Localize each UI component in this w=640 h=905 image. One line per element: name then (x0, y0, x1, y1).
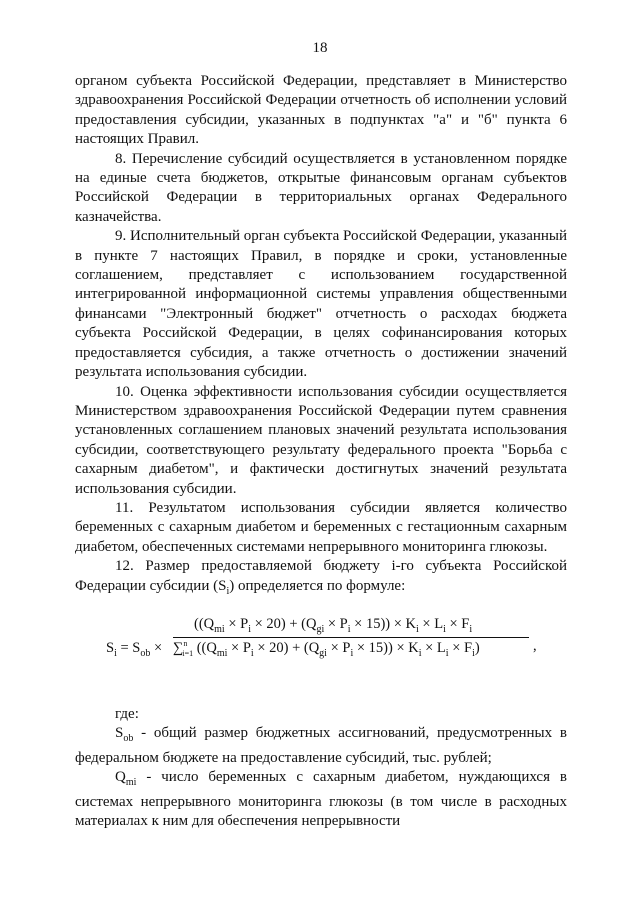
formula-lhs: $S_i = S_{ob}$ × (106, 639, 163, 659)
subsidy-formula (75, 607, 567, 689)
paragraph-8: 8. Перечисление субсидий осуществляется в установленном порядке на единые счета бюджетов, открытые финансовым органам субъектов Российской Федерации в территориальных органах Федерального казначейства. (75, 150, 567, 225)
document-body (75, 72, 567, 831)
formula-numerator: $((Q_{mi} \times P_i \times 20) + (Q_{gi} \times P_i \times 15)) \times K_i \times L_i \times F_i$ (194, 615, 473, 635)
paragraph-continuation: органом субъекта Российской Федерации, представляет в Министерство здравоохранения Российской Федерации отчетность об исполнении условий предоставления субсидии, указанных в подпунктах "а" и "б" пункта 6 настоящих Правил. (75, 73, 567, 148)
formula-denominator: ∑$^n_{i=1}$ $((Q_{mi} \times P_i \times 20) + (Q_{gi} \times P_i \times 15)) \times K_i \times L_i \times F_i$) (173, 638, 480, 659)
page-number: 18 (312, 40, 328, 56)
where-label: где: (115, 705, 139, 722)
formula-comma: , (533, 637, 537, 654)
definition-sob: $S_{ob}$ - общий размер бюджетных ассигнований, предусмотренных в федеральном бюджете на предоставление субсидий, тыс. рублей; (75, 725, 567, 766)
paragraph-10: 10. Оценка эффективности использования субсидии осуществляется Министерством здравоохранения Российской Федерации путем сравнения установленных соглашением плановых значений результата использования субсидии, соответствующего результату федерального проекта "Борьба с сахарным диабетом", и фактически достигнутых значений результата использования субсидии. (75, 383, 567, 497)
paragraph-11: 11. Результатом использования субсидии является количество беременных с сахарным диабетом и беременных с гестационным сахарным диабетом, обеспеченных системами непрерывного мониторинга глюкозы. (75, 499, 567, 555)
paragraph-12: 12. Размер предоставляемой бюджету i-го субъекта Российской Федерации субсидии $(S_i)$ определяется по формуле: (75, 558, 567, 597)
paragraph-9: 9. Исполнительный орган субъекта Российской Федерации, указанный в пункте 7 настоящих Правил, в порядке и сроки, установленные соглашением, представляет с использованием государственной интегрированной информационной системы управления общественными финансами "Электронный бюджет" отчетность о расходах бюджета субъекта Российской Федерации, в целях софинансирования которых предоставляется субсидия, а также отчетность о достижении значений результата использования субсидии. (75, 228, 568, 381)
fraction-bar (173, 637, 529, 638)
definition-qmi: $Q_{mi}$ - число беременных с сахарным диабетом, нуждающихся в системах непрерывного мониторинга глюкозы (в том числе в расходных материалах к ним для обеспечения непрерывности (75, 769, 567, 829)
